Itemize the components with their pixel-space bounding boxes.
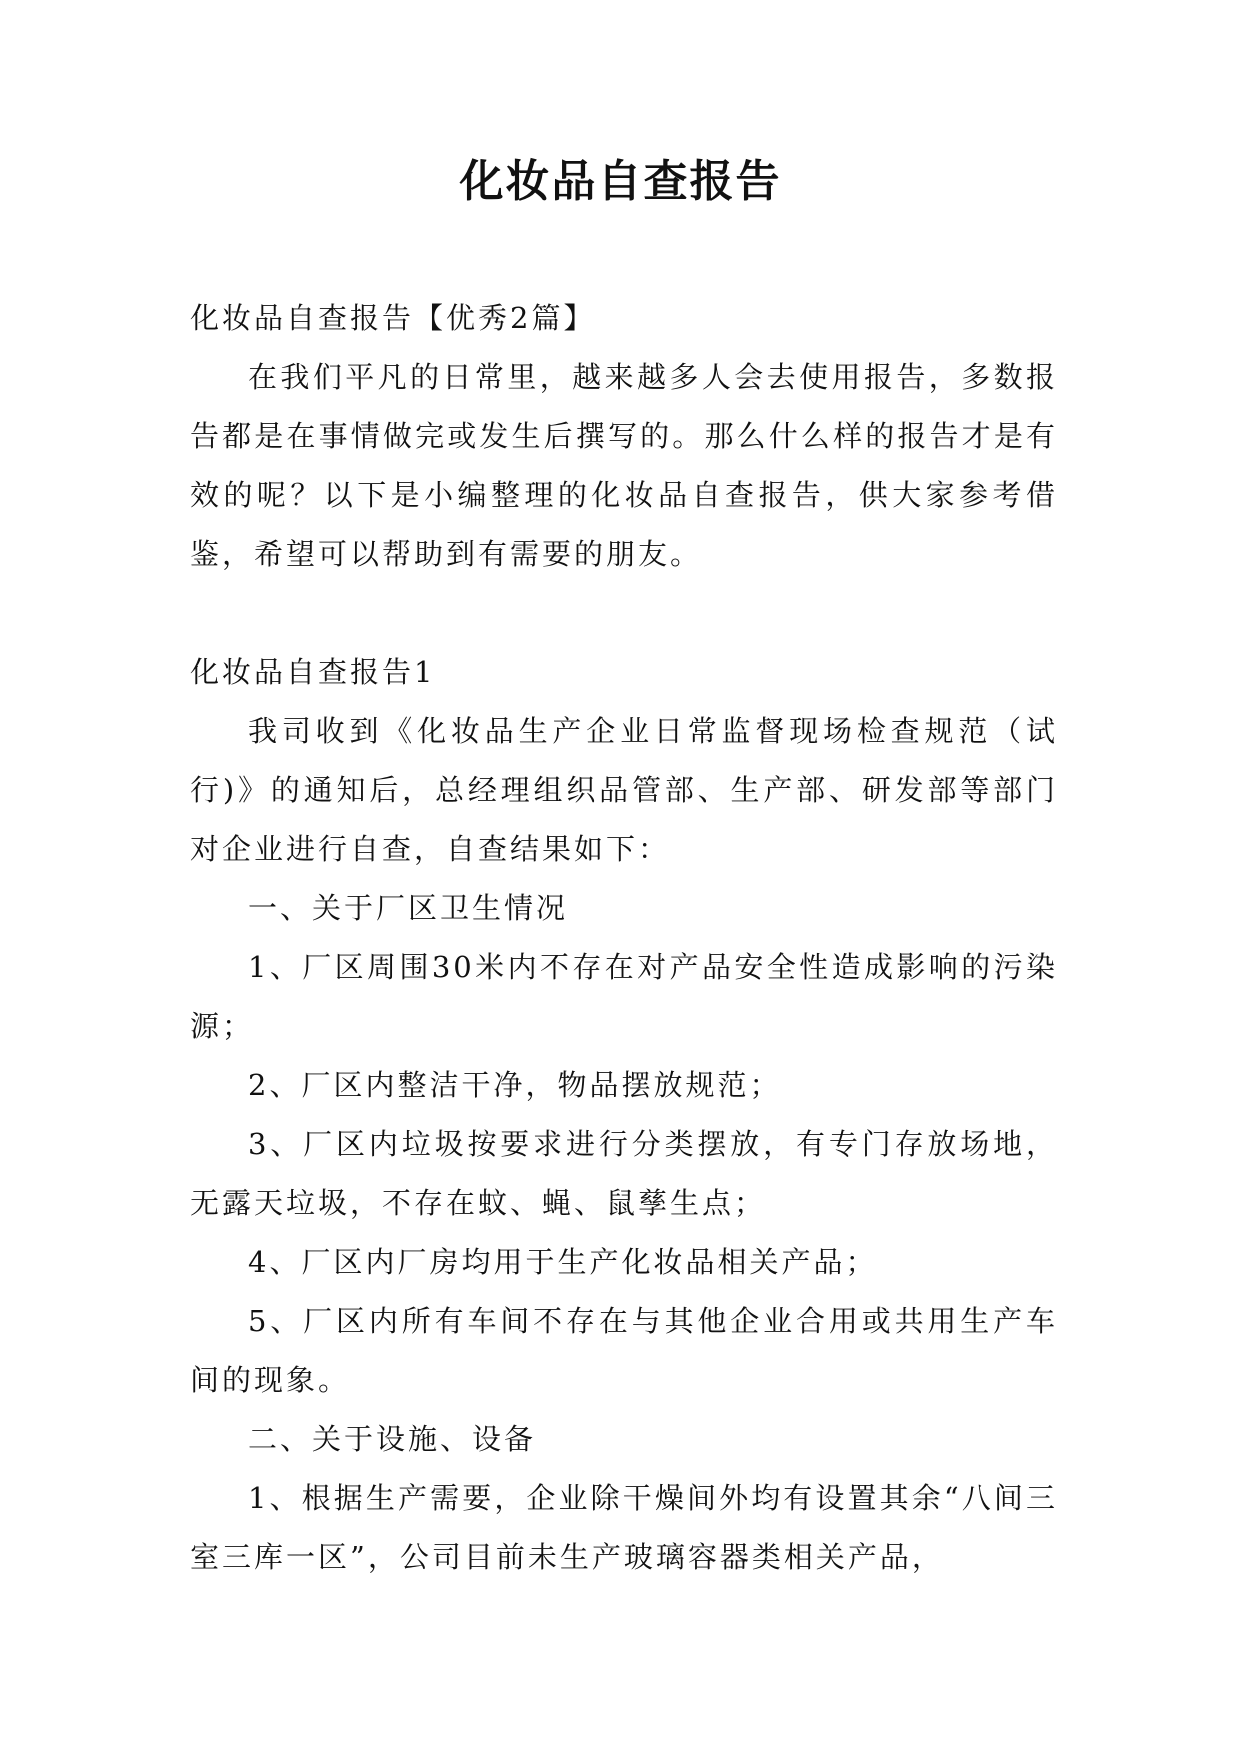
- body-paragraph: 4、厂区内厂房均用于生产化妆品相关产品；: [248, 1245, 878, 1279]
- document-body: [190, 289, 1058, 1587]
- section-heading: 化妆品自查报告1: [190, 655, 436, 689]
- body-paragraph: 二、关于设施、设备: [248, 1422, 537, 1456]
- paragraph-spacer: [190, 584, 1058, 643]
- body-paragraph: 2、厂区内整洁干净，物品摆放规范；: [248, 1068, 782, 1102]
- intro-paragraph: 在我们平凡的日常里，越来越多人会去使用报告，多数报告都是在事情做完或发生后撰写的。那么什么样的报告才是有效的呢？以下是小编整理的化妆品自查报告，供大家参考借鉴，希望可以帮助到有需要的朋友。: [190, 360, 1058, 571]
- body-paragraph: 我司收到《化妆品生产企业日常监督现场检查规范（试行)》的通知后，总经理组织品管部、生产部、研发部等部门对企业进行自查，自查结果如下：: [190, 714, 1058, 866]
- body-paragraph: 1、根据生产需要，企业除干燥间外均有设置其余“八间三室三库一区”，公司目前未生产玻璃容器类相关产品，: [190, 1481, 1058, 1574]
- body-paragraph: 3、厂区内垃圾按要求进行分类摆放，有专门存放场地，无露天垃圾，不存在蚊、蝇、鼠孳生点；: [190, 1127, 1058, 1220]
- body-paragraph: 1、厂区周围30米内不存在对产品安全性造成影响的污染源；: [190, 950, 1058, 1043]
- document-subtitle: 化妆品自查报告【优秀2篇】: [190, 301, 596, 335]
- body-paragraph: 一、关于厂区卫生情况: [248, 891, 569, 925]
- body-paragraph: 5、厂区内所有车间不存在与其他企业合用或共用生产车间的现象。: [190, 1304, 1058, 1397]
- document-title: 化妆品自查报告: [459, 156, 782, 207]
